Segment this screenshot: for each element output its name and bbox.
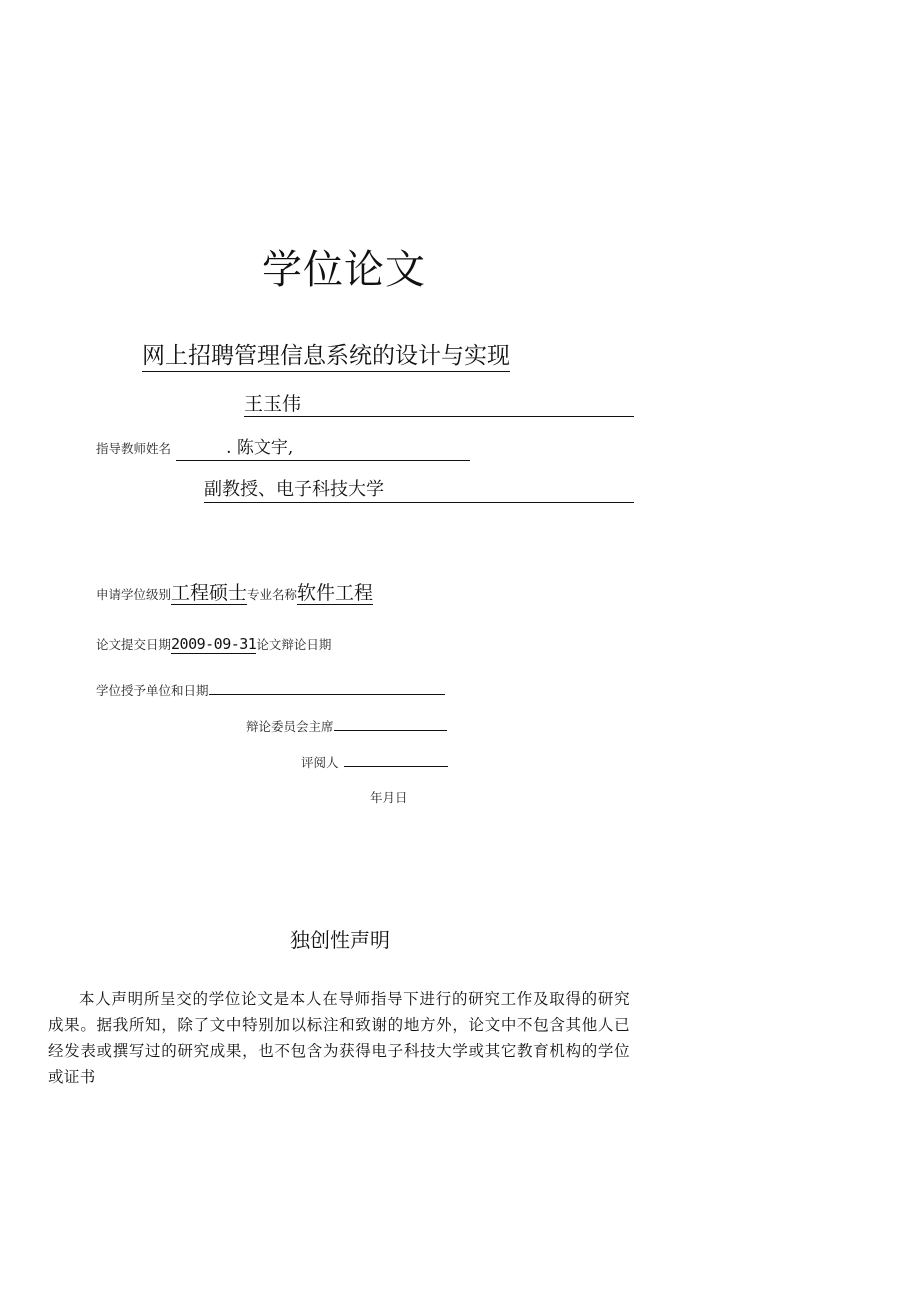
degree-label: 申请学位级别 <box>96 587 172 602</box>
advisor-rank: 副教授、电子科技大学 <box>204 478 634 503</box>
degree-value: 工程硕士 <box>171 582 248 604</box>
chair-blank-line <box>334 716 447 731</box>
submit-date: 2009-09-31 <box>171 635 257 653</box>
author-name: 王玉伟 <box>244 392 634 417</box>
major-label: 专业名称 <box>247 587 298 602</box>
chair-label: 辩论委员会主席 <box>246 719 334 734</box>
reviewer-row <box>301 752 448 771</box>
date-label: 年月日 <box>370 790 408 805</box>
submit-row <box>96 634 331 655</box>
thesis-title: 网上招聘管理信息系统的设计与实现 <box>142 342 510 372</box>
chair-row <box>246 716 447 735</box>
degree-row <box>96 580 373 608</box>
declaration-paragraph: 本人声明所呈交的学位论文是本人在导师指导下进行的研究工作及取得的研究成果。据我所知，除了文中特别加以标注和致谢的地方外，论文中不包含其他人已经发表或撰写过的研究成果，也不包含为获得电子科技大学或其它教育机构的学位或证书 <box>48 990 630 1086</box>
document-title: 学位论文 <box>262 247 426 293</box>
submit-label: 论文提交日期 <box>96 637 172 652</box>
advisor-name: . 陈文宇, <box>226 436 470 461</box>
grant-row <box>96 680 445 699</box>
advisor-row <box>96 436 470 461</box>
defense-label: 论文辩论日期 <box>256 637 332 652</box>
advisor-label: 指导教师姓名 <box>96 441 172 456</box>
reviewer-label: 评阅人 <box>301 755 339 770</box>
advisor-blank-line <box>176 436 226 461</box>
reviewer-blank-line <box>344 752 448 767</box>
declaration-title: 独创性声明 <box>290 928 390 952</box>
grant-label: 学位授予单位和日期 <box>96 683 209 698</box>
major-value: 软件工程 <box>297 582 374 604</box>
grant-blank-line <box>209 680 445 695</box>
